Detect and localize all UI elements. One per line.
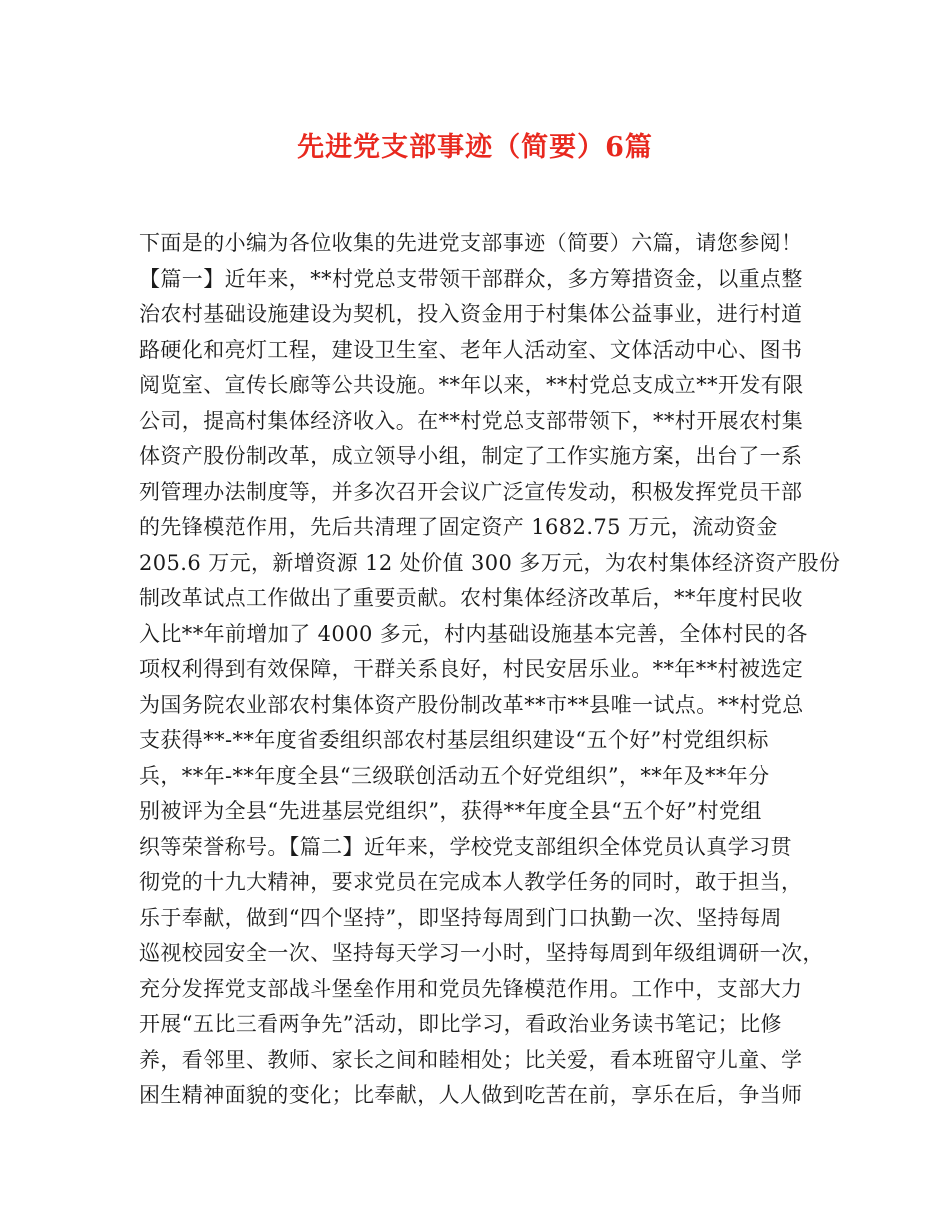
- body-line: 别被评为全县“先进基层党组织”，获得**年度全县“五个好”村党组: [139, 799, 762, 823]
- body-line: 开展“五比三看两争先”活动，即比学习，看政治业务读书笔记；比修: [139, 1012, 782, 1036]
- body-line: 205.6 万元，新增资源 12 处价值 300 多万元，为农村集体经济资产股份: [139, 550, 841, 575]
- body-line: 公司，提高村集体经济收入。在**村党总支部带领下，**村开展农村集: [139, 408, 804, 433]
- body-line: 支获得**-**年度省委组织部农村基层组织建设“五个好”村党组织标: [139, 728, 769, 752]
- body-line: 困生精神面貌的变化；比奉献，人人做到吃苦在前，享乐在后，争当师: [139, 1083, 803, 1107]
- document-title: 先进党支部事迹（简要）6篇: [297, 132, 653, 163]
- body-line: 织等荣誉称号。【篇二】近年来，学校党支部组织全体党员认真学习贯: [139, 834, 792, 859]
- body-line: 入比**年前增加了 4000 多元，村内基础设施基本完善，全体村民的各: [139, 621, 808, 646]
- body-line: 为国务院农业部农村集体资产股份制改革**市**县唯一试点。**村党总: [139, 692, 804, 717]
- body-line: 路硬化和亮灯工程，建设卫生室、老年人活动室、文体活动中心、图书: [139, 337, 803, 362]
- body-line: 充分发挥党支部战斗堡垒作用和党员先锋模范作用。工作中，支部大力: [139, 976, 803, 1001]
- body-line: 乐于奉献，做到“四个坚持”，即坚持每周到门口执勤一次、坚持每周: [139, 905, 782, 930]
- body-line: 阅览室、宣传长廊等公共设施。**年以来，**村党总支成立**开发有限: [139, 373, 804, 397]
- body-line: 彻党的十九大精神，要求党员在完成本人教学任务的同时，敢于担当，: [139, 870, 803, 894]
- body-line: 【篇一】近年来，**村党总支带领干部群众，多方筹措资金，以重点整: [139, 266, 803, 291]
- body-line: 治农村基础设施建设为契机，投入资金用于村集体公益事业，进行村道: [139, 302, 803, 326]
- body-line: 的先锋模范作用，先后共清理了固定资产 1682.75 万元，流动资金: [139, 515, 778, 539]
- body-line: 列管理办法制度等，并多次召开会议广泛宣传发动，积极发挥党员干部: [139, 479, 803, 504]
- body-line: 项权利得到有效保障，干群关系良好，村民安居乐业。**年**村被选定: [139, 657, 804, 681]
- body-line: 制改革试点工作做出了重要贡献。农村集体经济改革后，**年度村民收: [139, 586, 803, 610]
- document-body: [139, 226, 841, 1114]
- body-line: 体资产股份制改革，成立领导小组，制定了工作实施方案，出台了一系: [139, 444, 803, 468]
- body-line: 兵，**年-**年度全县“三级联创活动五个好党组织”，**年及**年分: [139, 763, 770, 788]
- body-line: 巡视校园安全一次、坚持每天学习一小时，坚持每周到年级组调研一次，: [139, 941, 824, 965]
- body-line: 下面是的小编为各位收集的先进党支部事迹（简要）六篇，请您参阅！: [139, 231, 803, 255]
- body-line: 养，看邻里、教师、家长之间和睦相处；比关爱，看本班留守儿童、学: [139, 1047, 803, 1072]
